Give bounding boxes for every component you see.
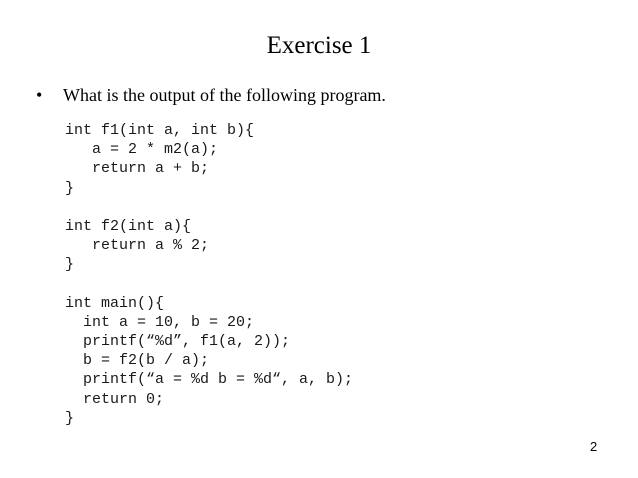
code-line: return a + b;: [65, 160, 210, 178]
page-number: 2: [590, 439, 598, 454]
code-line: printf(“%d”, f1(a, 2));: [65, 333, 291, 351]
code-line: int f2(int a){: [65, 217, 192, 235]
bullet-item: [36, 84, 386, 106]
code-line: return a % 2;: [65, 237, 210, 255]
code-line: int main(){: [65, 294, 165, 312]
slide-title: Exercise 1: [266, 32, 372, 59]
bullet-text: What is the output of the following program.: [63, 85, 386, 105]
code-line: }: [65, 179, 75, 197]
code-line: [65, 275, 353, 294]
code-block: [65, 121, 353, 428]
code-line: }: [65, 256, 75, 274]
code-line: }: [65, 409, 75, 427]
code-line: [65, 198, 353, 217]
bullet-marker: •: [36, 85, 43, 105]
code-line: int f1(int a, int b){: [65, 122, 255, 139]
code-line: b = f2(b / a);: [65, 352, 210, 370]
code-line: return 0;: [65, 390, 165, 408]
code-line: a = 2 * m2(a);: [65, 141, 219, 159]
code-line: printf(“a = %d b = %d“, a, b);: [65, 371, 354, 389]
code-line: int a = 10, b = 20;: [65, 313, 255, 331]
